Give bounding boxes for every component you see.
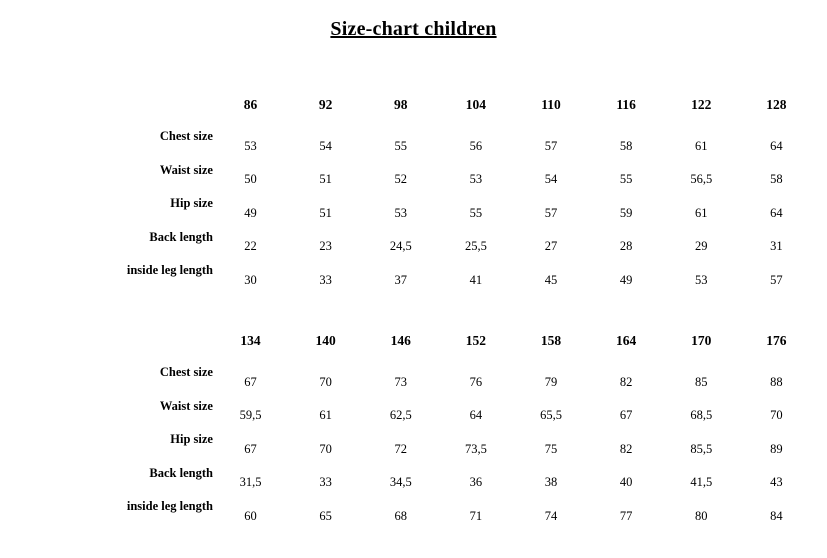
size-header-cell: 92 bbox=[318, 97, 333, 112]
measurement-cell: 56,5 bbox=[690, 172, 713, 186]
measurement-cell: 58 bbox=[619, 138, 633, 153]
measurement-cell: 28 bbox=[619, 239, 633, 253]
measurement-cell: 31,5 bbox=[239, 475, 262, 489]
measurement-cell: 76 bbox=[469, 374, 483, 389]
measurement-cell: 84 bbox=[770, 508, 783, 523]
measurement-cell: 57 bbox=[770, 272, 783, 287]
measurement-cell: 49 bbox=[619, 272, 633, 287]
row-label: Chest size bbox=[159, 129, 213, 144]
row-label: Waist size bbox=[159, 398, 213, 413]
measurement-cell: 57 bbox=[544, 205, 558, 220]
measurement-cell: 82 bbox=[619, 374, 633, 389]
size-header-cell: 176 bbox=[766, 333, 787, 348]
row-label: inside leg length bbox=[126, 263, 213, 278]
measurement-cell: 57 bbox=[544, 138, 558, 153]
size-header-cell: 110 bbox=[541, 97, 561, 112]
size-header-cell: 128 bbox=[766, 97, 787, 112]
size-header-cell: 164 bbox=[616, 333, 637, 348]
measurement-cell: 73 bbox=[394, 374, 408, 389]
measurement-cell: 27 bbox=[544, 239, 558, 253]
size-header-cell: 152 bbox=[465, 333, 487, 348]
measurement-cell: 41 bbox=[469, 272, 483, 287]
measurement-cell: 67 bbox=[619, 408, 633, 422]
measurement-cell: 85,5 bbox=[690, 441, 713, 456]
measurement-cell: 53 bbox=[244, 138, 257, 153]
measurement-cell: 51 bbox=[319, 205, 332, 220]
size-header-cell: 98 bbox=[394, 97, 408, 112]
measurement-cell: 67 bbox=[244, 374, 257, 389]
size-table-large bbox=[14, 326, 814, 524]
measurement-cell: 77 bbox=[619, 508, 633, 523]
size-header-cell: 104 bbox=[465, 97, 487, 112]
measurement-cell: 53 bbox=[394, 205, 408, 220]
measurement-cell: 71 bbox=[469, 508, 483, 523]
measurement-cell: 80 bbox=[695, 508, 708, 523]
measurement-cell: 55 bbox=[619, 172, 633, 186]
measurement-cell: 59 bbox=[619, 205, 633, 220]
measurement-cell: 73,5 bbox=[464, 441, 487, 456]
measurement-cell: 61 bbox=[695, 205, 708, 220]
measurement-cell: 61 bbox=[319, 408, 332, 422]
measurement-cell: 56 bbox=[469, 138, 483, 153]
measurement-cell: 82 bbox=[619, 441, 633, 456]
measurement-cell: 40 bbox=[619, 475, 633, 489]
measurement-cell: 31 bbox=[770, 239, 783, 253]
table-row bbox=[14, 187, 814, 221]
measurement-cell: 64 bbox=[770, 138, 783, 153]
size-header-cell: 116 bbox=[616, 97, 636, 112]
measurement-cell: 41,5 bbox=[690, 475, 713, 489]
measurement-cell: 50 bbox=[244, 172, 257, 186]
measurement-cell: 68,5 bbox=[690, 408, 713, 422]
size-table-block-large bbox=[0, 326, 827, 524]
measurement-cell: 51 bbox=[319, 172, 332, 186]
measurement-cell: 58 bbox=[770, 172, 783, 186]
measurement-cell: 43 bbox=[770, 475, 783, 489]
measurement-cell: 89 bbox=[770, 441, 783, 456]
measurement-cell: 62,5 bbox=[389, 408, 412, 422]
table-row bbox=[14, 423, 814, 457]
measurement-cell: 88 bbox=[770, 374, 783, 389]
row-label: Hip size bbox=[170, 196, 213, 211]
size-table-small bbox=[14, 90, 814, 288]
table-row bbox=[14, 221, 814, 255]
measurement-cell: 74 bbox=[544, 508, 558, 523]
measurement-cell: 55 bbox=[469, 205, 483, 220]
row-label: Hip size bbox=[170, 432, 213, 447]
table-row bbox=[14, 390, 814, 424]
measurement-cell: 54 bbox=[544, 172, 558, 186]
measurement-cell: 34,5 bbox=[389, 475, 412, 489]
measurement-cell: 70 bbox=[319, 374, 332, 389]
measurement-cell: 24,5 bbox=[389, 239, 412, 253]
measurement-cell: 70 bbox=[770, 408, 783, 422]
measurement-cell: 72 bbox=[394, 441, 408, 456]
measurement-cell: 45 bbox=[544, 272, 558, 287]
measurement-cell: 54 bbox=[319, 138, 332, 153]
table-header-row bbox=[14, 90, 814, 120]
size-table-block-small bbox=[0, 90, 827, 288]
size-header-cell: 158 bbox=[540, 333, 562, 348]
size-header-cell: 140 bbox=[315, 333, 336, 348]
measurement-cell: 37 bbox=[394, 272, 408, 287]
measurement-cell: 64 bbox=[469, 408, 483, 422]
measurement-cell: 33 bbox=[319, 475, 332, 489]
table-row bbox=[14, 120, 814, 154]
table-row bbox=[14, 490, 814, 524]
measurement-cell: 36 bbox=[469, 475, 483, 489]
row-label: inside leg length bbox=[126, 499, 213, 514]
row-label: Back length bbox=[149, 229, 213, 244]
measurement-cell: 23 bbox=[319, 239, 332, 253]
table-row bbox=[14, 254, 814, 288]
size-header-cell: 134 bbox=[240, 333, 261, 348]
header-corner-cell bbox=[14, 90, 213, 120]
measurement-cell: 52 bbox=[394, 172, 408, 186]
measurement-cell: 79 bbox=[544, 374, 558, 389]
measurement-cell: 64 bbox=[770, 205, 783, 220]
page-title: Size-chart children bbox=[330, 18, 497, 40]
measurement-cell: 22 bbox=[244, 239, 257, 253]
measurement-cell: 59,5 bbox=[239, 408, 262, 422]
measurement-cell: 67 bbox=[244, 441, 257, 456]
measurement-cell: 61 bbox=[695, 138, 708, 153]
measurement-cell: 55 bbox=[394, 138, 408, 153]
table-row bbox=[14, 457, 814, 491]
row-label: Waist size bbox=[159, 162, 213, 177]
row-label: Back length bbox=[149, 465, 213, 480]
measurement-cell: 75 bbox=[544, 441, 558, 456]
size-header-cell: 146 bbox=[390, 333, 411, 348]
measurement-cell: 33 bbox=[319, 272, 332, 287]
measurement-cell: 85 bbox=[695, 374, 708, 389]
measurement-cell: 53 bbox=[469, 172, 483, 186]
measurement-cell: 49 bbox=[244, 205, 257, 220]
measurement-cell: 70 bbox=[319, 441, 332, 456]
measurement-cell: 65,5 bbox=[540, 408, 562, 422]
measurement-cell: 60 bbox=[244, 508, 257, 523]
row-label: Chest size bbox=[159, 365, 213, 380]
measurement-cell: 30 bbox=[244, 272, 257, 287]
size-chart-page bbox=[0, 18, 827, 558]
table-row bbox=[14, 356, 814, 390]
header-corner-cell bbox=[14, 326, 213, 356]
size-header-cell: 86 bbox=[243, 97, 258, 112]
table-row bbox=[14, 154, 814, 188]
size-header-cell: 170 bbox=[691, 333, 712, 348]
table-header-row bbox=[14, 326, 814, 356]
measurement-cell: 38 bbox=[544, 475, 558, 489]
measurement-cell: 25,5 bbox=[464, 239, 487, 253]
measurement-cell: 68 bbox=[394, 508, 408, 523]
measurement-cell: 65 bbox=[319, 508, 332, 523]
measurement-cell: 53 bbox=[695, 272, 708, 287]
size-header-cell: 122 bbox=[691, 97, 712, 112]
measurement-cell: 29 bbox=[695, 239, 708, 253]
